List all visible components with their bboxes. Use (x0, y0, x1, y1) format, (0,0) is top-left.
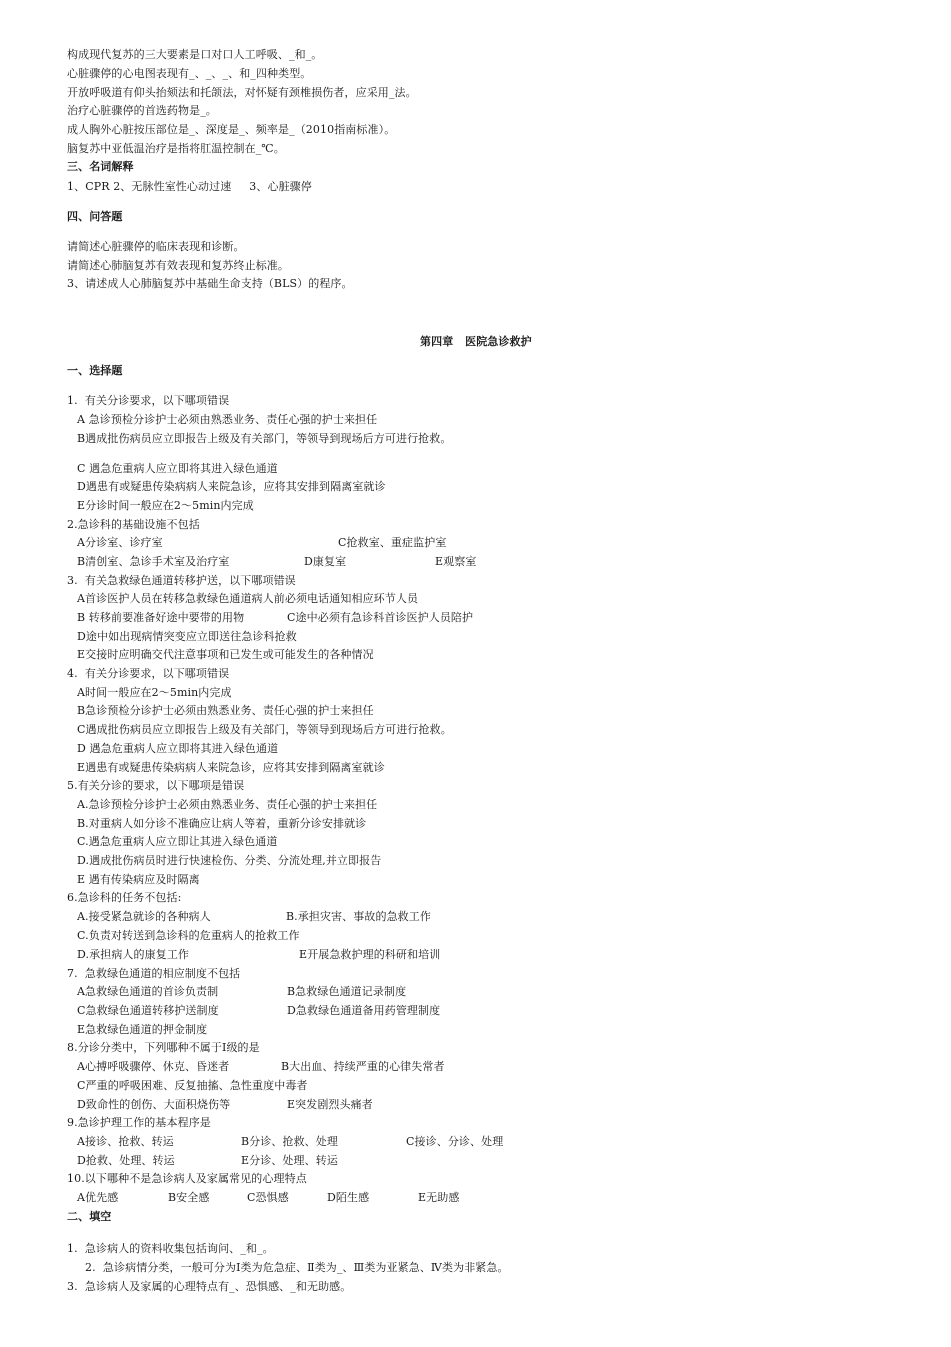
question-stem: 1. 有关分诊要求，以下哪项错误 (67, 394, 230, 407)
option-c: C严重的呼吸困难、反复抽搐、急性重度中毒者 (77, 1079, 308, 1092)
question-stem: 6.急诊科的任务不包括: (67, 891, 182, 904)
option-b: B急诊预检分诊护士必须由熟悉业务、责任心强的护士来担任 (77, 704, 374, 717)
fill-item: 构成现代复苏的三大要素是口对口人工呼吸、_和_。 (67, 48, 323, 61)
option-a: A.急诊预检分诊护士必须由熟悉业务、责任心强的护士来担任 (77, 798, 378, 811)
fill-item: 治疗心脏骤停的首选药物是_。 (67, 104, 217, 117)
option-b: B清创室、急诊手术室及治疗室 (77, 555, 230, 568)
option-d: D康复室 (304, 555, 347, 568)
option-e: E分诊时间一般应在2～5min内完成 (77, 499, 254, 512)
option-e: E开展急救护理的科研和培训 (299, 948, 441, 961)
option-c: C遇成批伤病员应立即报告上级及有关部门，等领导到现场后方可进行抢救。 (77, 723, 452, 736)
fill-item: 3. 急诊病人及家属的心理特点有_、恐惧感、_和无助感。 (67, 1280, 352, 1293)
option-e: E 遇有传染病应及时隔离 (77, 873, 200, 886)
fill-item: 2. 急诊病情分类，一般可分为Ⅰ类为危急症、Ⅱ类为_、Ⅲ类为亚紧急、Ⅳ类为非紧急。 (85, 1261, 509, 1274)
option-c: C.遇急危重病人应立即让其进入绿色通道 (77, 835, 278, 848)
question-stem: 9.急诊护理工作的基本程序是 (67, 1116, 211, 1129)
fill-item: 成人胸外心脏按压部位是_、深度是_、频率是_（2010指南标准）。 (67, 123, 396, 136)
option-d: D遇患有或疑患传染病病人来院急诊，应将其安排到隔离室就诊 (77, 480, 386, 493)
option-a: A优先感 (77, 1191, 119, 1204)
option-c: C.负责对转送到急诊科的危重病人的抢救工作 (77, 929, 300, 942)
section-heading: 四、问答题 (67, 210, 123, 223)
option-a: A 急诊预检分诊护士必须由熟悉业务、责任心强的护士来担任 (77, 413, 378, 426)
terms-line: 1、CPR 2、无脉性室性心动过速 3、心脏骤停 (67, 180, 312, 193)
question-item: 请简述心脏骤停的临床表现和诊断。 (67, 240, 245, 253)
option-a: A时间一般应在2～5min内完成 (77, 686, 232, 699)
option-b: B分诊、抢救、处理 (241, 1135, 338, 1148)
option-a: A心搏呼吸骤停、休克、昏迷者 (77, 1060, 230, 1073)
option-c: C恐惧感 (247, 1191, 289, 1204)
question-stem: 4. 有关分诊要求，以下哪项错误 (67, 667, 230, 680)
option-c: C急救绿色通道转移护送制度 (77, 1004, 219, 1017)
question-stem: 2.急诊科的基础设施不包括 (67, 518, 200, 531)
option-d: D陌生感 (327, 1191, 370, 1204)
option-a: A急救绿色通道的首诊负责制 (77, 985, 219, 998)
option-d: D.遇成批伤病员时进行快速检伤、分类、分流处理,并立即报告 (77, 854, 382, 867)
question-stem: 7. 急救绿色通道的相应制度不包括 (67, 967, 241, 980)
option-e: E急救绿色通道的押金制度 (77, 1023, 208, 1036)
option-b: B 转移前要准备好途中要带的用物 (77, 611, 245, 624)
option-b: B遇成批伤病员应立即报告上级及有关部门，等领导到现场后方可进行抢救。 (77, 432, 452, 445)
fill-item: 心脏骤停的心电图表现有_、_、_、和_四种类型。 (67, 67, 312, 80)
option-c: C接诊、分诊、处理 (406, 1135, 504, 1148)
fill-item: 开放呼吸道有仰头抬颏法和托颌法，对怀疑有颈椎损伤者，应采用_法。 (67, 86, 417, 99)
section-heading: 二、填空 (67, 1210, 112, 1223)
question-item: 3、请述成人心肺脑复苏中基础生命支持（BLS）的程序。 (67, 277, 353, 290)
option-b: B安全感 (168, 1191, 210, 1204)
option-e: E交接时应明确交代注意事项和已发生或可能发生的各种情况 (77, 648, 374, 661)
option-a: A接诊、抢救、转运 (77, 1135, 174, 1148)
option-d: D途中如出现病情突变应立即送往急诊科抢救 (77, 630, 297, 643)
question-stem: 5.有关分诊的要求，以下哪项是错误 (67, 779, 245, 792)
section-heading: 三、名词解释 (67, 160, 134, 173)
option-e: E观察室 (435, 555, 477, 568)
fill-item: 1. 急诊病人的资料收集包括询问、_和_。 (67, 1242, 274, 1255)
chapter-title: 第四章 医院急诊救护 (420, 335, 532, 348)
option-d: D急救绿色通道备用药管理制度 (287, 1004, 441, 1017)
option-b: B.承担灾害、事故的急救工作 (286, 910, 431, 923)
section-heading: 一、选择题 (67, 364, 123, 377)
question-stem: 10.以下哪种不是急诊病人及家属常见的心理特点 (67, 1172, 307, 1185)
option-a: A分诊室、诊疗室 (77, 536, 163, 549)
option-c: C 遇急危重病人应立即将其进入绿色通道 (77, 462, 278, 475)
option-c: C抢救室、重症监护室 (338, 536, 447, 549)
fill-item: 脑复苏中亚低温治疗是指将肛温控制在_℃。 (67, 142, 285, 155)
question-stem: 8.分诊分类中，下列哪种不属于I级的是 (67, 1041, 260, 1054)
option-d: D致命性的创伤、大面积烧伤等 (77, 1098, 231, 1111)
option-a: A首诊医护人员在转移急救绿色通道病人前必须电话通知相应环节人员 (77, 592, 419, 605)
option-b: B急救绿色通道记录制度 (287, 985, 407, 998)
option-d: D 遇急危重病人应立即将其进入绿色通道 (77, 742, 279, 755)
option-b: B大出血、持续严重的心律失常者 (281, 1060, 445, 1073)
option-e: E突发剧烈头痛者 (287, 1098, 373, 1111)
option-b: B.对重病人如分诊不准确应让病人等着，重新分诊安排就诊 (77, 817, 367, 830)
option-e: E分诊、处理、转运 (241, 1154, 338, 1167)
option-e: E无助感 (418, 1191, 460, 1204)
question-stem: 3. 有关急救绿色通道转移护送，以下哪项错误 (67, 574, 296, 587)
option-c: C途中必须有急诊科首诊医护人员陪护 (287, 611, 474, 624)
option-d: D抢救、处理、转运 (77, 1154, 175, 1167)
option-a: A.接受紧急就诊的各种病人 (77, 910, 211, 923)
question-item: 请简述心肺脑复苏有效表现和复苏终止标准。 (67, 259, 289, 272)
option-e: E遇患有或疑患传染病病人来院急诊，应将其安排到隔离室就诊 (77, 761, 385, 774)
option-d: D.承担病人的康复工作 (77, 948, 190, 961)
